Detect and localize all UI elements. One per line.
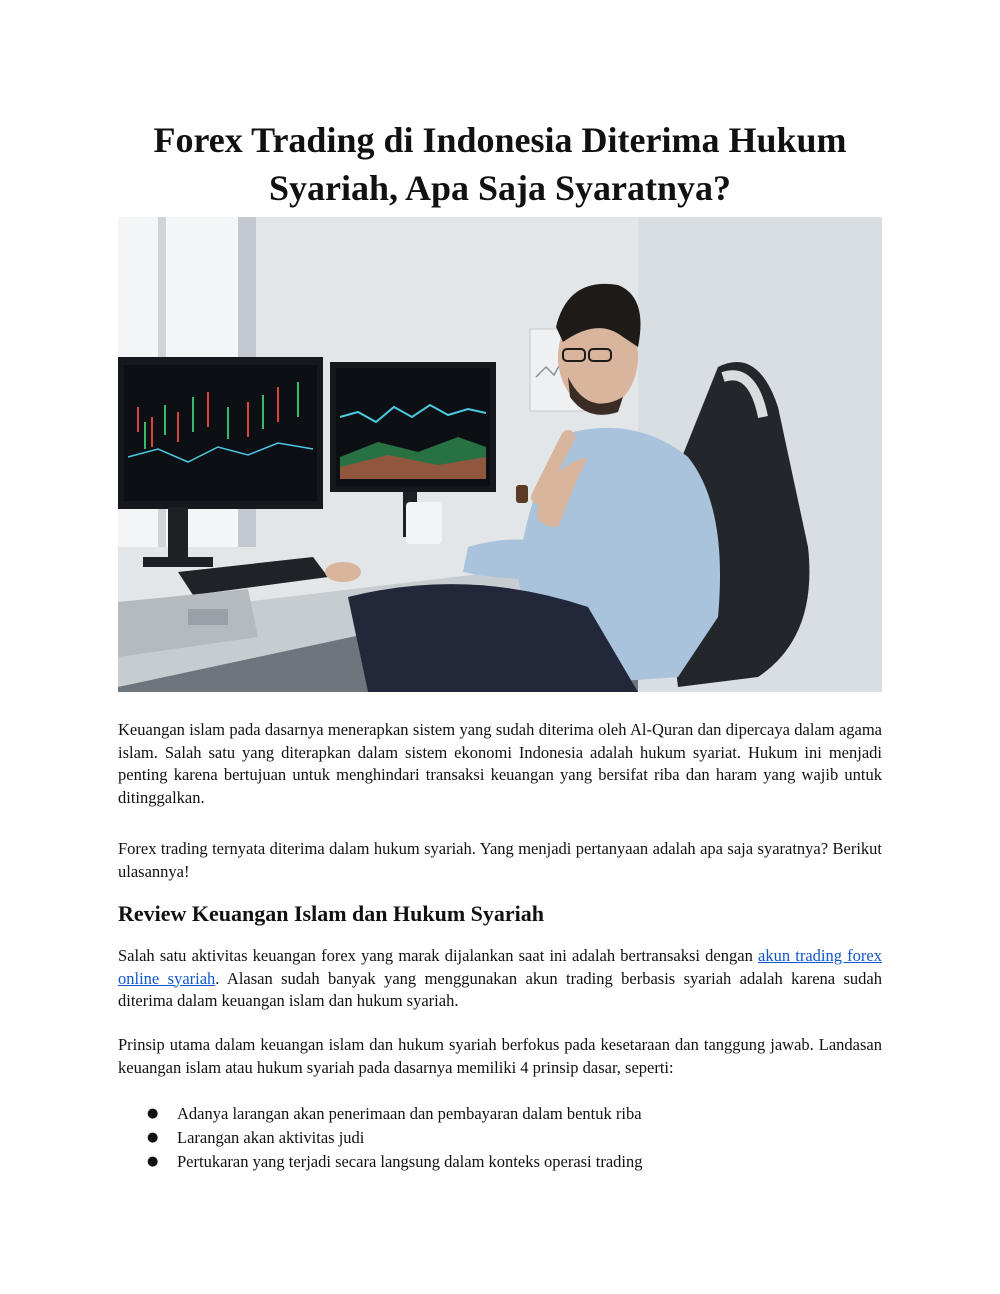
list-item-text: Larangan akan aktivitas judi xyxy=(177,1128,365,1147)
list-item xyxy=(118,1126,882,1150)
principles-list xyxy=(118,1102,882,1174)
list-item-text: Pertukaran yang terjadi secara langsung dalam konteks operasi trading xyxy=(177,1152,643,1171)
section-heading: Review Keuangan Islam dan Hukum Syariah xyxy=(118,901,545,926)
bullet-icon: ● xyxy=(147,1106,159,1121)
list-item xyxy=(118,1150,882,1174)
list-item xyxy=(118,1102,882,1126)
title-line-2: Syariah, Apa Saja Syaratnya? xyxy=(268,168,732,208)
hero-photo-trader-at-monitors xyxy=(118,217,882,692)
photo-mug xyxy=(406,502,442,544)
paragraph-principles: Prinsip utama dalam keuangan islam dan hukum syariah berfokus pada kesetaraan dan tanggung jawab. Landasan keuangan islam atau hukum syariah pada dasarnya memiliki 4 prinsip dasar, seperti: xyxy=(118,1035,882,1077)
akun-trading-syariah-link[interactable]: akun trading forex online syariah xyxy=(118,946,882,988)
list-item-text: Adanya larangan akan penerimaan dan pembayaran dalam bentuk riba xyxy=(177,1104,642,1123)
paragraph-question: Forex trading ternyata diterima dalam hukum syariah. Yang menjadi pertanyaan adalah apa saja syaratnya? Berikut ulasannya! xyxy=(118,839,882,881)
bullet-icon: ● xyxy=(147,1130,159,1145)
paragraph-forex-activity xyxy=(118,945,882,1013)
paragraph-intro: Keuangan islam pada dasarnya menerapkan sistem yang sudah diterima oleh Al-Quran dan dipercaya dalam agama islam. Salah satu yang diterapkan dalam sistem ekonomi Indonesia adalah hukum syariat. Hukum ini menjadi penting karena bertujuan untuk menghindari transaksi keuangan yang bersifat riba dan haram yang wajib untuk ditinggalkan. xyxy=(118,720,882,807)
title-line-1: Forex Trading di Indonesia Diterima Hukum xyxy=(153,120,847,160)
bullet-icon: ● xyxy=(147,1154,159,1169)
paragraph-text-before-link: Salah satu aktivitas keuangan forex yang marak dijalankan saat ini adalah bertransaksi dengan xyxy=(118,946,759,965)
paragraph-text-after-link: . Alasan sudah banyak yang menggunakan akun trading berbasis syariah adalah karena sudah diterima dalam keuangan islam dan hukum syariah. xyxy=(118,968,882,1010)
document-title xyxy=(100,116,900,212)
